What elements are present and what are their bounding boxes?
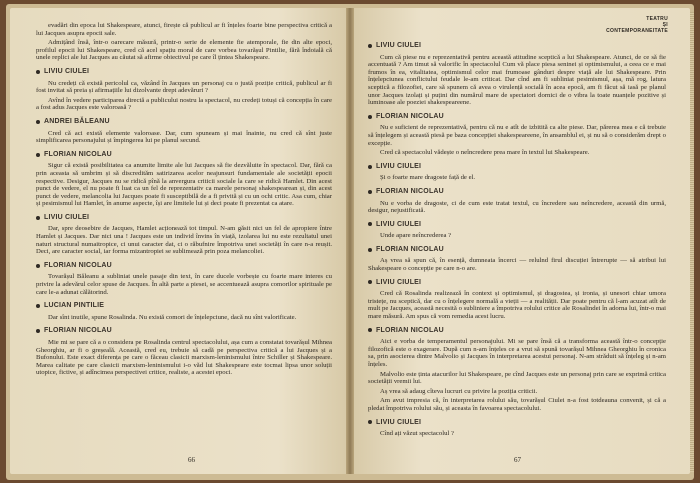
speaker-name [368, 279, 666, 287]
speaker-name [36, 68, 332, 76]
bullet-icon [36, 70, 40, 74]
left-page-number: 66 [188, 456, 195, 464]
speaker-label: FLORIAN NICOLAU [376, 187, 444, 195]
speaker-name [36, 151, 332, 159]
paragraph: Tovarășul Băleanu a subliniat unele pasaje din text, în care ducele vorbește cu foarte mare interes cu privire la adevărul celor spuse de Jacques. În altă parte a piesei, se accentuează asupra comorilor spirituale pe care le-a adunat călătorind. [36, 273, 332, 296]
bullet-icon [36, 329, 40, 333]
bullet-icon [36, 304, 40, 308]
speaker-label: FLORIAN NICOLAU [44, 150, 112, 158]
right-page [354, 8, 690, 474]
bullet-icon [36, 120, 40, 124]
open-book [6, 4, 694, 480]
bullet-icon [368, 248, 372, 252]
speaker-name [36, 327, 332, 335]
speaker-name [36, 118, 332, 126]
right-page-number: 67 [514, 456, 521, 464]
speaker-label: LIVIU CIULEI [376, 278, 422, 286]
bullet-icon [368, 44, 372, 48]
paragraph: Mie mi se pare că a o considera pe Rosalinda centrul spectacolului, așa cum a constatat tovarășul Mihnea Gheorghiu, ar fi o greșeală. Această, cred eu, trebuie să cadă pe perspectiva critică a lui Jacques și a Bufonului. Este exact diferența pe care o făceau clasicii marxism-leninismului între Schiller și Shakespeare. Marea calitate pe care clasicii marxism-leninismului i-o văd lui Shakespeare este tocmai lipsa unor soluții utopice, fictive, și adîncimea perspectivei critice, realiste, a acestei epoci. [36, 339, 332, 377]
paragraph: Nu credeți că există pericolul ca, văzând în Jacques un personaj cu o justă poziție critică, publicul ar fi fost invitat să preia și afirmațiile lui dizolvante drept adevăruri ? [36, 79, 332, 95]
paragraph: evadări din epoca lui Shakespeare, atunci, firește că publicul ar fi înțeles foarte bine perspectiva critică a lui Jacques asupra epocii sale. [36, 22, 332, 37]
paragraph: Admițând însă, într-o oarecare măsură, printr-o serie de elemente fie atemporale, fie din alte epoci, profilul epocii lui Shakespeare, cred că acel spațiu moral de care vorbea tovarășul Pintilie, fără îndoială că unele replici ale lui Jacques au căutat să afirme obiectivul pe care îl țintea Shakespeare. [36, 39, 332, 62]
bullet-icon [36, 264, 40, 268]
paragraph: Cred că aci există elemente valoroase. Dar, cum spuneam și mai înainte, nu cred că sînt juste simplificarea personajului și împingerea lui pe planul secund. [36, 129, 332, 145]
paragraph: Dar sînt inutile, spune Rosalinda. Nu există comori de înțelepciune, dacă nu sînt valorificate. [48, 313, 297, 321]
speaker-label: LIVIU CIULEI [376, 42, 422, 49]
header-line-3: CONTEMPORANEITATE [606, 28, 668, 34]
paragraph: Aș vrea să spun că, în esență, dumneata încerci — relulnd firul discuției întrerupte — să atribui lui Shakespeare o concepție pe care n-o are. [368, 257, 666, 273]
speaker-label: FLORIAN NICOLAU [376, 245, 444, 253]
bullet-icon [368, 328, 372, 332]
paragraph: Malvolio este ținta atacurilor lui Shakespeare, pe cînd Jacques este un personaj prin care se exprimă critica societății vremii lui. [368, 370, 666, 386]
bullet-icon [36, 153, 40, 157]
paragraph: Nu e vorba de dragoste, ci de cum este tratat textul, cu încredere sau neîncredere, această din urmă, desigur, nejustificată. [368, 199, 666, 215]
speaker-name [368, 327, 666, 335]
speaker-name [368, 42, 666, 50]
bullet-icon [368, 420, 372, 424]
paragraph: Și o foarte mare dragoste față de el. [380, 174, 476, 182]
paragraph: Cred că spectacolul vădește o neîncredere prea mare în textul lui Shakespeare. [380, 149, 590, 157]
speaker-label: LIVIU CIULEI [44, 67, 90, 75]
header-line-2: ȘI [662, 22, 668, 28]
speaker-label: FLORIAN NICOLAU [44, 261, 112, 269]
speaker-name [36, 262, 332, 270]
left-page [10, 8, 346, 474]
speaker-label: LIVIU CIULEI [376, 418, 422, 426]
right-page-text [368, 36, 666, 444]
speaker-name [368, 188, 666, 196]
paragraph: Aș vrea să adaug cîteva lucruri cu privire la poziția criticii. [380, 387, 538, 395]
speaker-label: FLORIAN NICOLAU [376, 112, 444, 120]
bullet-icon [368, 165, 372, 169]
bullet-icon [368, 280, 372, 284]
speaker-label: FLORIAN NICOLAU [44, 327, 112, 335]
speaker-label: ANDREI BĂLEANU [44, 117, 110, 125]
bullet-icon [368, 115, 372, 119]
paragraph: Cred că Rosalinda realizează în context și optimismul, și dragostea, și ironia, și unesori chiar umora tristețe, nu sceptică, dar cu o înțelegere normală a vieții — a realității. Dar poate pentru că l-am acuzat atît de mult pe Jacques, această necesită o subliniere a împotriva rolului critice ale Rosalindei în adorna lui, într-o mai mare măsură. Am spus că vom remedia acest lucru. [368, 290, 666, 321]
speaker-label: LUCIAN PINTILIE [44, 302, 105, 310]
left-page-text [36, 22, 332, 444]
paragraph: Am avut impresia că, în interpretarea rolului său, tovarășul Ciulei n-a fost totdeauna convenit, și că a pledat împotriva rolului său, și aceasta în favoarea spectacolului. [368, 397, 666, 412]
running-header [606, 16, 668, 34]
speaker-name [36, 214, 332, 222]
speaker-name [368, 221, 666, 229]
paragraph: Dar, spre deosebire de Jacques, Hamlet acționează tot timpul. N-am găsit nici un fel de apropiere între Hamlet și Jacques. Dar nici una ! Jacques este un individ învins în viață, izolarea lui nu este rezultatul unei naturi structural numaitropice, ci unui caracter dat, ci o răbufnire împotriva unei societăți în care n-a reușit. Deci, are caracter social, iar forma mizantropiei se sublimează prin poza melancoliei. [36, 225, 332, 256]
book-gutter [346, 8, 354, 474]
speaker-label: LIVIU CIULEI [44, 213, 90, 221]
bullet-icon [368, 222, 372, 226]
paragraph: Cum că piese nu e reprezentativă pentru această atitudine sceptică a lui Shakespeare. Atunci, de ce să fie accentuată ? Am timut să valorific în spectacolul Cum vă place piesa seninei și optimismului, a ceea ce e mai frumos în ea, vitalitatea, optimismul celor mai frumoase gânduri despre viață ale lui Shakespeare. Prin înțelepciunea conflictului feudale le-am criticat. Dar cînd am fi subliniat pesimismul, așa, mă rog, latura sceptică a filozofiei, care să spunem că avea o virulență socială în acea epocă, am fi făcut să iasă pe planul unor Jacques izolați și puțini din numărul mare de spectatori dornici de o vibra la toate nuanțele pozitive și luminoase ale poeziei shakespeareene. [368, 53, 666, 107]
paragraph: Nu e suficient de reprezentativă, pentru că nu e atît de izbitită ca alte piese. Dar, părerea mea e că trebuie să înțelegem și această piesă pe baza concepției shakespeareene, în ansamblul ei, și nu să o considerăm drept o excepție. [368, 124, 666, 147]
bullet-icon [368, 190, 372, 194]
paragraph: Unde apare neîncrederea ? [380, 232, 452, 240]
paragraph: Avînd în vedere participarea directă a publicului nostru la spectacol, nu credeți totuși că concepția în care a fost adus Jacques este valoroasă ? [36, 96, 332, 112]
speaker-name [368, 419, 666, 427]
speaker-name [368, 246, 666, 254]
page-edges [690, 12, 694, 472]
speaker-label: LIVIU CIULEI [376, 220, 422, 228]
paragraph: Cînd ați văzut spectacolul ? [380, 430, 454, 438]
header-line-1: TEATRU [646, 16, 668, 22]
speaker-name [36, 302, 332, 310]
bullet-icon [36, 216, 40, 220]
speaker-label: FLORIAN NICOLAU [376, 326, 444, 334]
speaker-label: LIVIU CIULEI [376, 162, 422, 170]
speaker-name [368, 113, 666, 121]
paragraph: Aici e vorba de temperamentul personajului. Mi se pare însă că a transforma această într-o concepție filozofică este o exagerare. După cum n-am înțeles ce a vrut să spună tovarășul Mihnea Gheorghiu în cronica sa, prin asocierea dintre Malvolio și Jacques în interpretarea acestui personaj. N-am străduit să înțeleg și n-am înțeles. [368, 338, 666, 368]
paragraph: Sigur că există posibilitatea ca anumite limite ale lui Jacques să fie dezvăluite în spectacol. Dar, fără ca prin aceasta să umbrim și să discredităm satirizarea acelor neajunsuri fundamentale ale societății epocii respective. Desigur, Jacques nu se ridică pînă la anvergura criticii sociale la care se ridică Hamlet. Din acest punct de vedere, el nu poate fi luat ca un fel de reprezentativ ca marele personaj shakespearean și, din acest punct de vedere, melancolia lui Jacques poate fi susceptibilă de a fi privită și cu un ochi critic. Asa cum, chiar și pesimismul lui Hamlet, în anume aspecte, își are limitele lui și deci poate fi prezentat ca atare. [36, 162, 332, 208]
speaker-name [368, 163, 666, 171]
